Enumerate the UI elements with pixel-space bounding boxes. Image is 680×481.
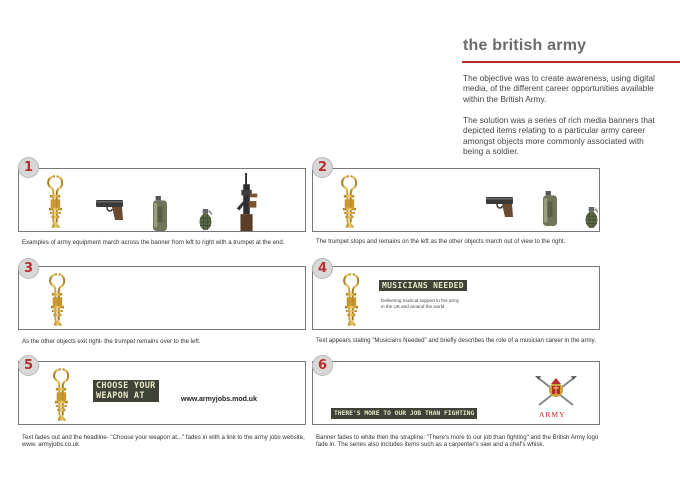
banner-panel-6 [312, 361, 600, 425]
step-number-3: 3 [18, 258, 39, 279]
strapline-banner: THERE'S MORE TO OUR JOB THAN FIGHTING [331, 408, 477, 419]
banner-panel-3 [18, 266, 306, 330]
trumpet-icon [49, 364, 73, 424]
musicians-subtext-line2: in the UK and around the world [381, 304, 445, 309]
grenade-icon [199, 209, 212, 231]
army-crest-icon [531, 374, 581, 408]
panel-caption-3: As the other objects exit right- the trumpet remains over to the left. [22, 338, 201, 345]
pistol-icon [95, 197, 125, 221]
musicians-needed-headline: MUSICIANS NEEDED [379, 280, 467, 291]
step-number-2: 2 [312, 157, 333, 178]
step-number-5: 5 [18, 355, 39, 376]
headline-line-2: WEAPON AT [96, 391, 145, 401]
trumpet-icon [337, 171, 361, 231]
objective-paragraph: The objective was to create awareness, using digital media, of the different career opportunities available within the British Army. [463, 73, 655, 104]
army-logo-text: ARMY [539, 410, 566, 419]
panel-caption-5: Text fades out and the headline- "Choose your weapon at..." fades in with a link to the army jobs website, www. armyjobs.co.uk [22, 434, 305, 449]
banner-panel-2 [312, 168, 600, 232]
army-jobs-url[interactable]: www.armyjobs.mod.uk [181, 396, 257, 403]
title-underline [462, 61, 680, 63]
choose-your-weapon-headline [93, 380, 159, 402]
banner-panel-1 [18, 168, 306, 232]
panel-caption-1: Examples of army equipment march across the banner from left to right with a trumpet at the end. [22, 239, 285, 246]
step-number-1: 1 [18, 157, 39, 178]
banner-panel-5 [18, 361, 306, 425]
trumpet-icon [339, 269, 363, 329]
panel-caption-4: Text appears stating "Musicians Needed" and briefly describes the role of a musician career in the army. [316, 337, 596, 344]
page-title: the british army [463, 37, 587, 54]
grenade-icon [585, 207, 598, 229]
canteen-icon [543, 191, 557, 226]
headline-line-1: CHOOSE YOUR [96, 381, 156, 391]
rifle-icon [235, 173, 259, 231]
canteen-icon [153, 196, 167, 231]
panel-caption-2: The trumpet stops and remains on the left as the other objects march out of view to the right. [316, 238, 566, 245]
musicians-subtext-line1: Delivering musical support to the army [381, 298, 460, 303]
panel-caption-6: Banner fades to white then the strapline: "There's more to our job than fighting" and the British Army logo fade in. The series also includes items such as a carpenter's saw and a chef's whisk. [316, 434, 599, 449]
step-number-6: 6 [312, 355, 333, 376]
step-number-4: 4 [312, 258, 333, 279]
trumpet-icon [45, 269, 69, 329]
solution-paragraph: The solution was a series of rich media banners that depicted items relating to a particular army career amongst objects more commonly associated with being a soldier. [463, 115, 655, 156]
trumpet-icon [43, 171, 67, 231]
banner-panel-4 [312, 266, 600, 330]
pistol-icon [485, 194, 515, 218]
